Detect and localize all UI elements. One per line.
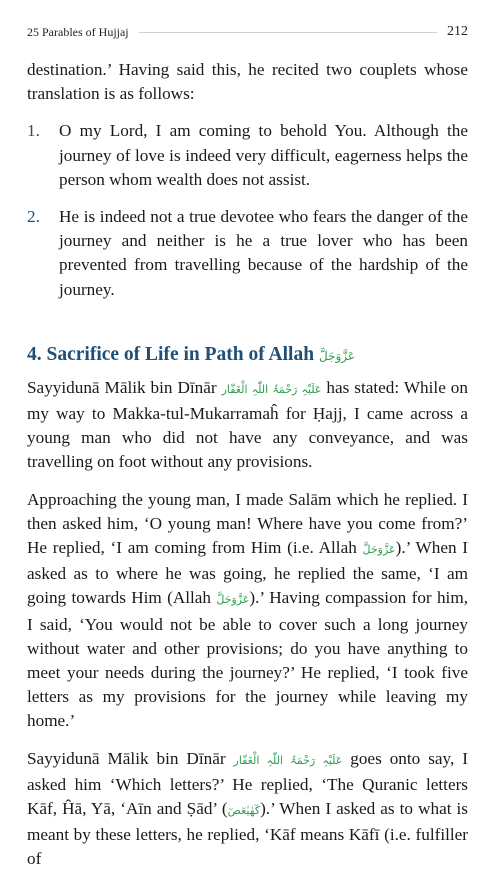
running-header (27, 22, 468, 42)
book-title: 25 Parables of Hujjaj (27, 24, 129, 39)
couplet-list (27, 119, 468, 301)
arabic-honorific: عَزَّوَجَلَّ (362, 543, 396, 557)
text-span: Approaching the young man, I made Salām which he replied. I then asked him, ‘O young man! Where have you come from?’ He replied, ‘I am coming from Him (i.e. Allah (27, 489, 468, 558)
header-rule (139, 32, 437, 33)
intro-paragraph: destination.’ Having said this, he recited two couplets whose translation is as follows: (27, 60, 468, 104)
text-span: ).’ Having compassion for him, I said, ‘You would not be able to cover such a long journey without water and other provisions; do you have anything to meet your needs during the journey?’ He replied, ‘I took five letters as my provisions for the journey while leaving my home.’ (27, 588, 468, 731)
text-span: Sayyidunā Mālik bin Dīnār (27, 377, 222, 397)
text-span: has stated: While on my way to Makka-tul-Mukarramaĥ for Ḥajj, I came across a young man who did not have any conveyance, and was travelling on foot without any provisions. (27, 377, 468, 472)
arabic-honorific: عَزَّوَجَلَّ (318, 348, 356, 363)
list-item (27, 119, 468, 192)
text-span: ).’ When I asked as to what is meant by these letters, he replied, ‘Kāf means Kāfī (i.e. fulfiller of (27, 799, 468, 869)
arabic-honorific: عَلَیْہِ رَحْمَۃُ اللّٰہِ الْغَفّار (233, 753, 343, 767)
paragraph (27, 488, 468, 734)
arabic-muqattaat: كٓهٰيٰعٓصٓ (227, 804, 261, 818)
paragraph (27, 747, 468, 872)
section-heading (27, 342, 468, 369)
arabic-honorific: عَزَّوَجَلَّ (216, 593, 250, 607)
text-span: Sayyidunā Mālik bin Dīnār (27, 748, 234, 768)
page-number: 212 (447, 24, 468, 39)
page-body (27, 58, 468, 885)
list-text: He is indeed not a true devotee who fears the danger of the journey and neither is he a true lover who has been prevented from travelling because of the hardship of the journey. (59, 207, 468, 299)
list-number: 2. (27, 207, 40, 227)
list-text: O my Lord, I am coming to behold You. Although the journey of love is indeed very difficult, eagerness helps the person whom wealth does not assist. (59, 121, 468, 189)
list-number: 1. (27, 121, 40, 141)
arabic-honorific: عَلَیْہِ رَحْمَۃُ اللّٰہِ الْغَفّار (221, 382, 322, 396)
heading-text: 4. Sacrifice of Life in Path of Allah (27, 343, 319, 365)
list-item (27, 205, 468, 302)
paragraph (27, 376, 468, 475)
text-span: ).’ When I asked as to where he was going, he replied the same, ‘I am going towards Him (Allah (27, 538, 469, 608)
text-span: goes onto say, I asked him ‘Which letters?’ He replied, ‘The Quranic letters Kāf, Ĥā, Yā, ‘Aīn and Ṣād’ ( (27, 748, 468, 819)
